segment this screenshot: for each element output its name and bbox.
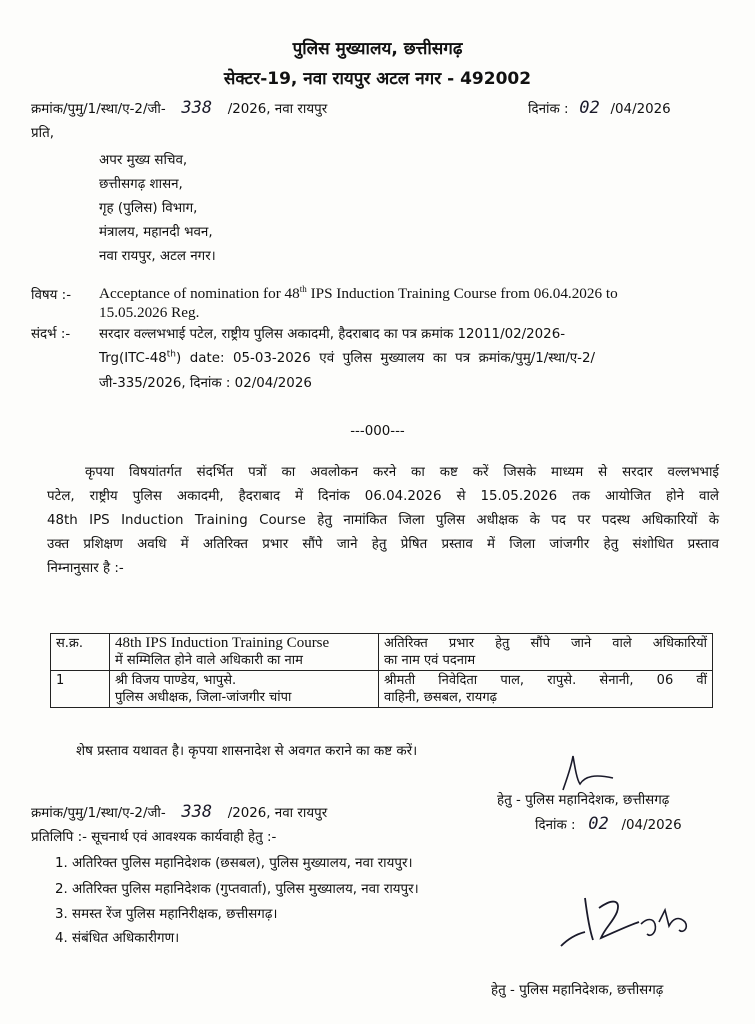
row-charge: श्रीमती निवेदिता पाल, रापुसे. सेनानी, 06 वीं वाहिनी, छसबल, रायगढ़ bbox=[379, 671, 713, 708]
body-paragraph bbox=[47, 461, 719, 581]
body-line: कृपया विषयांतर्गत संदर्भित पत्रों का अवलोकन करने का कष्ट करें जिसके माध्यम से सरदार वल्लभभाई bbox=[85, 465, 719, 480]
office-title: पुलिस मुख्यालय, छत्तीसगढ़ bbox=[292, 39, 463, 59]
signatory-1: हेतु - पुलिस महानिदेशक, छत्तीसगढ़ bbox=[497, 793, 670, 808]
copy-letter-number: क्रमांक/पुमु/1/स्था/ए-2/जी- 338 /2026, नवा रायपुर bbox=[31, 802, 328, 822]
copy-item: 3. समस्त रेंज पुलिस महानिरीक्षक, छत्तीसगढ़। bbox=[55, 907, 278, 922]
reference-line-3: जी-335/2026, दिनांक : 02/04/2026 bbox=[99, 376, 312, 391]
separator: ---000--- bbox=[350, 424, 405, 439]
handwritten-day: 02 bbox=[588, 814, 609, 834]
reference-line-1: सरदार वल्लभभाई पटेल, राष्ट्रीय पुलिस अकादमी, हैदराबाद का पत्र क्रमांक 12011/02/2026- bbox=[99, 327, 566, 342]
copy-label: प्रतिलिपि :- सूचनार्थ एवं आवश्यक कार्यवाही हेतु :- bbox=[31, 830, 277, 845]
body-line: 48th IPS Induction Training Course हेतु नामांकित जिला पुलिस अधीक्षक के पद पर पदस्थ अधिकारियों के bbox=[47, 513, 719, 528]
subject-label: विषय :- bbox=[31, 288, 72, 303]
letter-number: क्रमांक/पुमु/1/स्था/ए-2/जी- 338 /2026, नवा रायपुर bbox=[31, 98, 328, 118]
addressee-line: मंत्रालय, महानदी भवन, bbox=[99, 225, 213, 240]
header-sno: स.क्र. bbox=[51, 634, 110, 671]
closing-line: शेष प्रस्ताव यथावत है। कृपया शासनादेश से अवगत कराने का कष्ट करें। bbox=[76, 744, 418, 759]
addressee-line: छत्तीसगढ़ शासन, bbox=[99, 177, 183, 192]
addressee-line: अपर मुख्य सचिव, bbox=[99, 153, 188, 168]
copy-item: 1. अतिरिक्त पुलिस महानिदेशक (छसबल), पुलिस मुख्यालय, नवा रायपुर। bbox=[55, 856, 413, 871]
handwritten-number: 338 bbox=[181, 802, 213, 822]
reference-label: संदर्भ :- bbox=[31, 327, 71, 342]
proposal-table bbox=[50, 633, 713, 708]
subject-line-2: 15.05.2026 Reg. bbox=[99, 304, 200, 321]
body-line: उक्त प्रशिक्षण अवधि में अतिरिक्त प्रभार सौंपे जाने हेतु प्रेषित प्रस्ताव में जिला जांजगीर हेतु संशोधित प्रस्ताव bbox=[47, 537, 719, 552]
reference-line-2: Trg(ITC-48th) date: 05-03-2026 एवं पुलिस मुख्यालय का पत्र क्रमांक/पुमु/1/स्था/ए-2/ bbox=[99, 349, 596, 366]
body-line: पटेल, राष्ट्रीय पुलिस अकादमी, हैदराबाद में दिनांक 06.04.2026 से 15.05.2026 तक आयोजित होने वाले bbox=[47, 489, 719, 504]
header-charge: अतिरिक्त प्रभार हेतु सौंपे जाने वाले अधिकारियों का नाम एवं पदनाम bbox=[379, 634, 713, 671]
body-line: निम्नानुसार है :- bbox=[47, 561, 124, 576]
copy-letter-date: दिनांक : 02 /04/2026 bbox=[535, 814, 682, 834]
signature-icon bbox=[555, 888, 705, 958]
header-officer: 48th IPS Induction Training Course में सम्मिलित होने वाले अधिकारी का नाम bbox=[110, 634, 379, 671]
signatory-2: हेतु - पुलिस महानिदेशक, छत्तीसगढ़ bbox=[491, 983, 664, 998]
addressee-line: नवा रायपुर, अटल नगर। bbox=[99, 249, 216, 264]
copy-item: 2. अतिरिक्त पुलिस महानिदेशक (गुप्तवार्ता), पुलिस मुख्यालय, नवा रायपुर। bbox=[55, 882, 419, 897]
row-sno: 1 bbox=[51, 671, 110, 708]
subject-line-1: Acceptance of nomination for 48th IPS Induction Training Course from 06.04.2026 to bbox=[99, 284, 618, 303]
addressee-line: गृह (पुलिस) विभाग, bbox=[99, 201, 198, 216]
handwritten-number: 338 bbox=[181, 98, 213, 118]
letter-date: दिनांक : 02 /04/2026 bbox=[528, 98, 671, 118]
office-address: सेक्टर-19, नवा रायपुर अटल नगर - 492002 bbox=[223, 69, 532, 89]
to-label: प्रति, bbox=[31, 126, 54, 141]
table-row bbox=[51, 671, 713, 708]
copy-item: 4. संबंधित अधिकारीगण। bbox=[55, 931, 180, 946]
table-header-row bbox=[51, 634, 713, 671]
handwritten-day: 02 bbox=[579, 98, 600, 118]
row-officer: श्री विजय पाण्डेय, भापुसे. पुलिस अधीक्षक, जिला-जांजगीर चांपा bbox=[110, 671, 379, 708]
